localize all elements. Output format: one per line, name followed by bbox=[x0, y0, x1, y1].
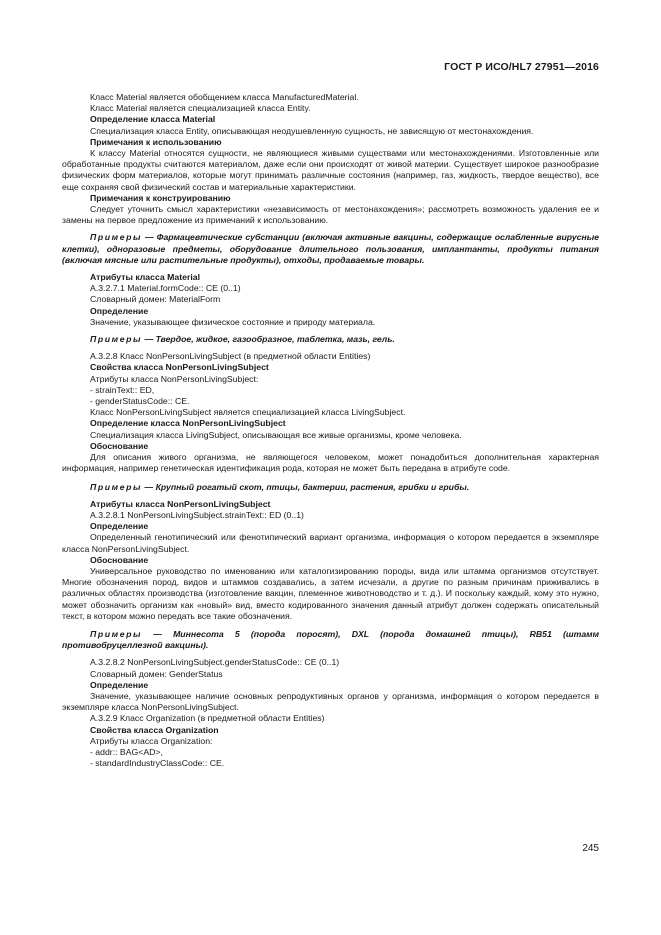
paragraph: A.3.2.9 Класс Organization (в предметной области Entities) bbox=[90, 713, 325, 724]
heading: Определение класса Material bbox=[90, 114, 216, 125]
example-paragraph bbox=[62, 232, 599, 266]
list-item: - strainText:: ED, bbox=[90, 384, 155, 395]
example-label: Примеры bbox=[90, 334, 143, 345]
page-number: 245 bbox=[582, 843, 599, 854]
heading: Определение класса NonPersonLivingSubject bbox=[90, 418, 286, 429]
paragraph: A.3.2.7.1 Material.formCode:: CE (0..1) bbox=[90, 283, 241, 294]
heading: Свойства класса NonPersonLivingSubject bbox=[90, 362, 269, 373]
heading: Обоснование bbox=[90, 554, 149, 565]
heading: Примечания к использованию bbox=[90, 136, 222, 147]
example-paragraph bbox=[62, 629, 599, 651]
paragraph: Класс NonPersonLivingSubject является специализацией класса LivingSubject. bbox=[90, 407, 406, 418]
paragraph: Класс Material является специализацией класса Entity. bbox=[90, 103, 311, 114]
document-body bbox=[62, 92, 599, 769]
example-text: — Твердое, жидкое, газообразное, таблетка, мазь, гель. bbox=[144, 334, 395, 345]
paragraph: Для описания живого организма, не являющегося человеком, может понадобиться дополнительная характерная информация, например генетическая идентификация рода, которая не может быть передана в атрибуте code. bbox=[62, 452, 599, 474]
example-paragraph bbox=[62, 334, 599, 345]
heading: Определение bbox=[90, 305, 149, 316]
paragraph: Атрибуты класса NonPersonLivingSubject: bbox=[90, 373, 259, 384]
paragraph: Универсальное руководство по именованию или каталогизированию породы, вида или штамма организмов отсутствует. Многие обозначения пород, видов и штаммов создавались, а затем исчезали, а другие по разным причинам приживались в различных областях производства (изготовление вакцин, племенное животноводство и т. д.). И поскольку каждый, кому это нужно, может обозначить организм как «новый» вид, вместо кодированного значения данный атрибут должен содержать описательный текст, в котором можно передать все такие обозначения. bbox=[62, 565, 599, 621]
paragraph: Специализация класса Entity, описывающая неодушевленную сущность, не зависящую от местонахождения. bbox=[90, 125, 534, 136]
heading: Определение bbox=[90, 521, 149, 532]
paragraph: A.3.2.8.1 NonPersonLivingSubject.strainText:: ED (0..1) bbox=[90, 509, 304, 520]
example-text: — Миннесота 5 (порода поросят), DXL (порода домашней птицы), RB51 (штамм противобруцеллезной вакцины). bbox=[62, 628, 599, 651]
list-item: - genderStatusCode:: CE. bbox=[90, 396, 190, 407]
paragraph: Следует уточнить смысл характеристики «независимость от местонахождения»; рассмотреть возможность удаления ее и замены на первое предложение из примечаний к использованию. bbox=[62, 204, 599, 226]
example-label: Примеры bbox=[90, 232, 143, 243]
paragraph: A.3.2.8.2 NonPersonLivingSubject.genderStatusCode:: CE (0..1) bbox=[90, 657, 340, 668]
paragraph: Определенный генотипический или фенотипический вариант организма, информация о котором передается в экземпляре класса NonPersonLivingSubject. bbox=[62, 532, 599, 554]
heading: Свойства класса Organization bbox=[90, 724, 219, 735]
heading: Обоснование bbox=[90, 440, 149, 451]
heading: Определение bbox=[90, 679, 149, 690]
paragraph: Словарный домен: MaterialForm bbox=[90, 294, 221, 305]
paragraph: Словарный домен: GenderStatus bbox=[90, 668, 223, 679]
heading: Примечания к конструированию bbox=[90, 192, 231, 203]
paragraph: Атрибуты класса Organization: bbox=[90, 735, 213, 746]
heading: Атрибуты класса Material bbox=[90, 272, 200, 283]
example-label: Примеры bbox=[90, 481, 143, 492]
example-text: — Фармацевтические субстанции (включая активные вакцины, содержащие ослабленные вирусные клетки), одноразовые предметы, оборудование длительного пользования, имплантанты, продукты питания (включая мясные или растительные продукты), отходы, продаваемые товары. bbox=[62, 232, 599, 265]
heading: Атрибуты класса NonPersonLivingSubject bbox=[90, 498, 271, 509]
paragraph: К классу Material относятся сущности, не являющиеся живыми существами или местонахождениями. Изготовленные или обработанные продукты считаются материалом, даже если они происходят от живой материи. Существует широкое разнообразие физических форм материалов, которые могут принимать различные состояния (например, газ, жидкость, твердое вещество), все еще сохраняя свой физический состав и материальные характеристики. bbox=[62, 148, 599, 192]
example-paragraph bbox=[62, 482, 599, 493]
paragraph: A.3.2.8 Класс NonPersonLivingSubject (в предметной области Entities) bbox=[90, 351, 371, 362]
paragraph: Специализация класса LivingSubject, описывающая все живые организмы, кроме человека. bbox=[90, 429, 462, 440]
list-item: - addr:: BAG<AD>, bbox=[90, 746, 163, 757]
example-label: Примеры bbox=[90, 628, 143, 639]
paragraph: Значение, указывающее физическое состояние и природу материала. bbox=[90, 316, 376, 327]
example-text: — Крупный рогатый скот, птицы, бактерии, растения, грибки и грибы. bbox=[144, 481, 470, 492]
list-item: - standardIndustryClassCode:: CE. bbox=[90, 758, 225, 769]
paragraph: Значение, указывающее наличие основных репродуктивных органов у организма, информация о котором передается в экземпляре класса NonPersonLivingSubject. bbox=[62, 690, 599, 713]
document-header: ГОСТ Р ИСО/HL7 27951—2016 bbox=[444, 61, 599, 73]
paragraph: Класс Material является обобщением класса ManufacturedMaterial. bbox=[90, 92, 359, 102]
